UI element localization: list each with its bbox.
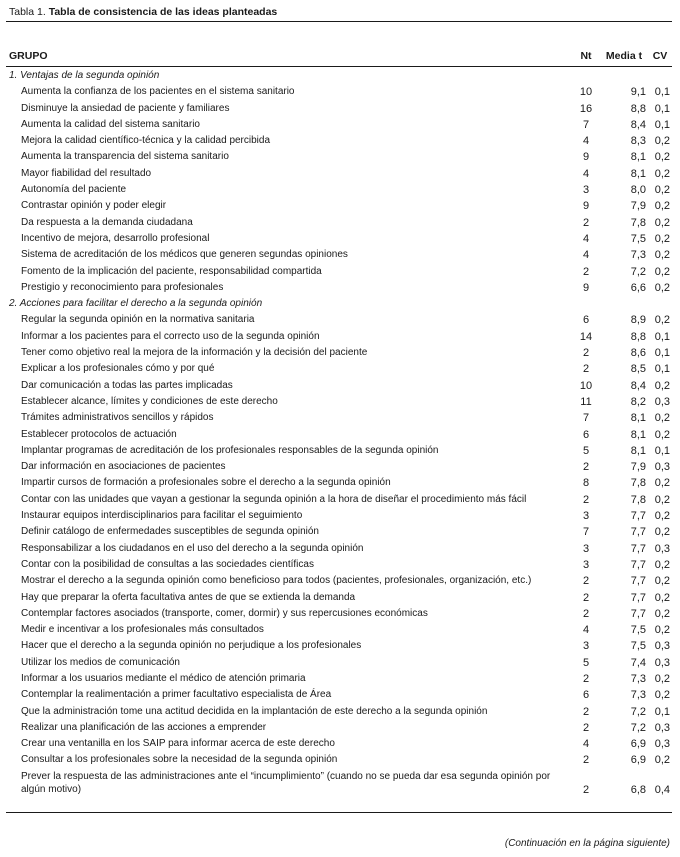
header-rule	[6, 66, 672, 67]
row-media: 7,7	[630, 510, 646, 523]
row-cv: 0,3	[654, 542, 670, 555]
row-text: Medir e incentivar a los profesionales más consultados	[21, 624, 264, 636]
row-nt: 2	[582, 721, 590, 734]
row-media: 7,3	[630, 672, 646, 685]
row-nt: 3	[582, 542, 590, 555]
table-row	[0, 198, 680, 214]
row-nt: 3	[582, 640, 590, 653]
row-text: Mejora la calidad científico-técnica y la calidad percibida	[21, 135, 271, 147]
row-nt: 2	[582, 216, 590, 229]
row-nt: 6	[582, 689, 590, 702]
row-text: Realizar una planificación de las acciones a emprender	[21, 721, 267, 733]
row-nt: 2	[582, 363, 590, 376]
row-media: 7,5	[630, 624, 646, 637]
table-row	[0, 101, 680, 117]
continuation-note: (Continuación en la página siguiente)	[504, 838, 670, 849]
table-body	[0, 68, 680, 799]
row-text: Explicar a los profesionales cómo y por qué	[21, 363, 215, 375]
row-media: 7,7	[630, 607, 646, 620]
row-text: Hay que preparar la oferta facultativa antes de que se extienda la demanda	[21, 591, 356, 603]
table-row	[0, 215, 680, 231]
row-cv: 0,4	[654, 783, 670, 796]
table-row	[0, 280, 680, 296]
row-cv: 0,1	[654, 118, 670, 131]
row-nt: 11	[580, 395, 592, 408]
row-nt: 4	[582, 232, 590, 245]
table-row	[0, 166, 680, 182]
table-row	[0, 524, 680, 540]
table-row	[0, 573, 680, 589]
row-media: 8,1	[630, 167, 646, 180]
row-media: 6,6	[630, 281, 646, 294]
row-media: 8,3	[630, 135, 646, 148]
row-text: Establecer alcance, límites y condiciones de este derecho	[21, 395, 278, 407]
row-text: Dar comunicación a todas las partes implicadas	[21, 379, 233, 391]
row-nt: 4	[582, 624, 590, 637]
row-text: Mostrar el derecho a la segunda opinión como beneficioso para todos (pacientes, profesionales, organización, etc.)	[21, 575, 532, 587]
row-cv: 0,1	[654, 347, 670, 360]
table-row	[0, 736, 680, 752]
row-cv: 0,2	[654, 151, 670, 164]
table-row	[0, 655, 680, 671]
row-text: Contemplar la realimentación a primer facultativo especialista de Área	[21, 689, 332, 701]
row-text: Definir catálogo de enfermedades susceptibles de segunda opinión	[21, 526, 319, 538]
row-nt: 2	[582, 705, 590, 718]
row-text: Trámites administrativos sencillos y rápidos	[21, 412, 214, 424]
row-nt: 4	[582, 167, 590, 180]
row-cv: 0,2	[654, 265, 670, 278]
row-media: 7,9	[630, 200, 646, 213]
row-text: Contar con la posibilidad de consultas a las sociedades científicas	[21, 558, 314, 570]
table-row	[0, 492, 680, 508]
row-cv: 0,3	[654, 721, 670, 734]
row-nt: 3	[582, 558, 590, 571]
table-row	[0, 410, 680, 426]
table-row	[0, 394, 680, 410]
row-media: 7,3	[630, 689, 646, 702]
row-cv: 0,2	[654, 591, 670, 604]
row-text: Mayor fiabilidad del resultado	[21, 167, 152, 179]
row-nt: 4	[582, 135, 590, 148]
row-media: 7,4	[630, 656, 646, 669]
table-row	[0, 638, 680, 654]
table-row	[0, 149, 680, 165]
row-nt: 10	[579, 379, 593, 392]
row-media: 7,7	[630, 542, 646, 555]
row-cv: 0,1	[654, 86, 670, 99]
row-nt: 2	[582, 265, 590, 278]
row-media: 7,7	[630, 591, 646, 604]
row-text: Dar información en asociaciones de pacientes	[21, 461, 226, 473]
caption-prefix: Tabla 1.	[9, 6, 46, 18]
row-cv: 0,2	[654, 558, 670, 571]
row-cv: 0,2	[654, 526, 670, 539]
row-text: Crear una ventanilla en los SAIP para informar acerca de este derecho	[21, 738, 335, 750]
row-cv: 0,2	[654, 624, 670, 637]
row-media: 7,5	[630, 640, 646, 653]
table-row	[0, 84, 680, 100]
row-cv: 0,3	[654, 640, 670, 653]
row-nt: 5	[582, 444, 590, 457]
row-nt: 9	[582, 200, 590, 213]
table-row	[0, 117, 680, 133]
row-text: Da respuesta a la demanda ciudadana	[21, 216, 193, 228]
row-media: 8,9	[630, 314, 646, 327]
table-row	[0, 182, 680, 198]
row-media: 6,9	[630, 738, 646, 751]
row-cv: 0,2	[654, 167, 670, 180]
row-media: 6,8	[630, 783, 646, 796]
table-row	[0, 459, 680, 475]
row-text: Impartir cursos de formación a profesionales sobre el derecho a la segunda opinión	[21, 477, 391, 489]
row-cv: 0,2	[654, 575, 670, 588]
row-text: Aumenta la transparencia del sistema sanitario	[21, 151, 229, 163]
row-nt: 2	[582, 461, 590, 474]
table-row	[0, 752, 680, 768]
row-text: Hacer que el derecho a la segunda opinión no perjudique a los profesionales	[21, 640, 362, 652]
table-row	[0, 590, 680, 606]
table-caption	[9, 6, 277, 18]
row-cv: 0,2	[654, 754, 670, 767]
row-nt: 6	[582, 314, 590, 327]
row-cv: 0,2	[654, 200, 670, 213]
caption-title: Tabla de consistencia de las ideas planteadas	[48, 6, 278, 18]
row-text: Contemplar factores asociados (transporte, comer, dormir) y sus repercusiones económicas	[21, 607, 428, 619]
row-cv: 0,3	[654, 656, 670, 669]
row-media: 7,7	[630, 558, 646, 571]
row-nt: 2	[582, 607, 590, 620]
row-media: 8,4	[630, 379, 646, 392]
row-media: 8,4	[630, 118, 646, 131]
row-nt: 7	[582, 526, 590, 539]
section-title: 2. Acciones para facilitar el derecho a la segunda opinión	[9, 298, 263, 310]
row-text: Informar a los pacientes para el correcto uso de la segunda opinión	[21, 330, 320, 342]
table-row	[0, 361, 680, 377]
row-text: Aumenta la confianza de los pacientes en el sistema sanitario	[21, 86, 295, 98]
row-nt: 2	[582, 347, 590, 360]
table-row	[0, 557, 680, 573]
row-nt: 7	[582, 118, 590, 131]
row-cv: 0,1	[654, 102, 670, 115]
row-nt: 9	[582, 281, 590, 294]
row-cv: 0,2	[654, 510, 670, 523]
row-cv: 0,2	[654, 184, 670, 197]
table-row	[0, 475, 680, 491]
row-nt: 5	[582, 656, 590, 669]
row-media: 7,5	[630, 232, 646, 245]
row-media: 8,5	[630, 363, 646, 376]
row-media: 7,8	[630, 493, 646, 506]
table-row	[0, 687, 680, 703]
row-cv: 0,2	[654, 135, 670, 148]
row-nt: 4	[582, 249, 590, 262]
row-media: 7,8	[630, 216, 646, 229]
row-media: 8,1	[630, 412, 646, 425]
row-nt: 6	[582, 428, 590, 441]
row-text: Contar con las unidades que vayan a gestionar la segunda opinión a la hora de diseñar el procedimiento más fácil	[21, 493, 527, 505]
row-cv: 0,2	[654, 689, 670, 702]
row-text: Consultar a los profesionales sobre la necesidad de la segunda opinión	[21, 754, 338, 766]
row-nt: 2	[582, 493, 590, 506]
row-media: 7,7	[630, 575, 646, 588]
row-media: 8,8	[630, 330, 646, 343]
row-text: Responsabilizar a los ciudadanos en el uso del derecho a la segunda opinión	[21, 542, 364, 554]
row-text: Implantar programas de acreditación de los profesionales responsables de la segunda opinión	[21, 444, 439, 456]
header-media: Media t	[605, 50, 643, 62]
row-cv: 0,2	[654, 412, 670, 425]
row-media: 8,0	[630, 184, 646, 197]
row-text: Establecer protocolos de actuación	[21, 428, 177, 440]
row-text: Incentivo de mejora, desarrollo profesional	[21, 232, 210, 244]
row-cv: 0,2	[654, 216, 670, 229]
row-text: Informar a los usuarios mediante el médico de atención primaria	[21, 672, 306, 684]
table-row	[0, 312, 680, 328]
row-nt: 4	[582, 738, 590, 751]
table-row	[0, 345, 680, 361]
row-media: 9,1	[630, 86, 646, 99]
row-media: 7,2	[630, 705, 646, 718]
row-cv: 0,2	[654, 607, 670, 620]
row-nt: 7	[582, 412, 590, 425]
row-text: Prestigio y reconocimiento para profesionales	[21, 281, 224, 293]
row-cv: 0,2	[654, 232, 670, 245]
table-row	[0, 704, 680, 720]
row-text: Utilizar los medios de comunicación	[21, 656, 180, 668]
row-media: 8,1	[630, 151, 646, 164]
row-cv: 0,3	[654, 395, 670, 408]
row-nt: 2	[582, 754, 590, 767]
row-media: 8,1	[630, 444, 646, 457]
table-row	[0, 508, 680, 524]
row-nt: 2	[582, 672, 590, 685]
row-media: 7,8	[630, 477, 646, 490]
row-media: 7,2	[630, 721, 646, 734]
row-text: Tener como objetivo real la mejora de la información y la decisión del paciente	[21, 347, 368, 359]
row-cv: 0,2	[654, 477, 670, 490]
row-media: 7,7	[630, 526, 646, 539]
row-media: 7,3	[630, 249, 646, 262]
row-cv: 0,3	[654, 461, 670, 474]
table-row	[0, 769, 680, 799]
row-cv: 0,2	[654, 281, 670, 294]
table-row	[0, 622, 680, 638]
row-cv: 0,2	[654, 493, 670, 506]
header-cv: CV	[652, 50, 668, 62]
row-cv: 0,1	[654, 330, 670, 343]
top-rule	[6, 21, 672, 22]
table-row	[0, 329, 680, 345]
row-media: 8,2	[630, 395, 646, 408]
row-cv: 0,2	[654, 672, 670, 685]
row-nt: 14	[579, 330, 593, 343]
table-row	[0, 247, 680, 263]
row-cv: 0,1	[654, 705, 670, 718]
table-row	[0, 606, 680, 622]
row-nt: 2	[582, 783, 590, 796]
row-nt: 2	[582, 591, 590, 604]
row-text: Aumenta la calidad del sistema sanitario	[21, 118, 200, 130]
row-nt: 3	[582, 184, 590, 197]
section-title: 1. Ventajas de la segunda opinión	[9, 70, 160, 81]
section-heading	[0, 68, 680, 84]
row-nt: 10	[579, 86, 593, 99]
row-nt: 3	[582, 510, 590, 523]
row-text: Regular la segunda opinión en la normativa sanitaria	[21, 314, 255, 326]
row-media: 7,9	[630, 461, 646, 474]
row-media: 6,9	[630, 754, 646, 767]
row-nt: 16	[579, 102, 593, 115]
table-row	[0, 443, 680, 459]
table-row	[0, 378, 680, 394]
row-text: Fomento de la implicación del paciente, responsabilidad compartida	[21, 265, 322, 277]
bottom-rule	[6, 812, 672, 813]
table-row	[0, 427, 680, 443]
row-cv: 0,2	[654, 379, 670, 392]
row-cv: 0,1	[654, 363, 670, 376]
row-text: Contrastar opinión y poder elegir	[21, 200, 167, 212]
row-text: Autonomía del paciente	[21, 184, 127, 196]
row-media: 8,8	[630, 102, 646, 115]
table-row	[0, 231, 680, 247]
row-text: Disminuye la ansiedad de paciente y familiares	[21, 102, 230, 114]
row-text: Que la administración tome una actitud decidida en la implantación de este derecho a la segunda opinión	[21, 705, 488, 717]
table-row	[0, 541, 680, 557]
table-row	[0, 720, 680, 736]
row-cv: 0,3	[654, 738, 670, 751]
row-media: 8,1	[630, 428, 646, 441]
row-nt: 2	[582, 575, 590, 588]
row-cv: 0,2	[654, 249, 670, 262]
header-grupo: GRUPO	[9, 50, 48, 62]
row-text: Instaurar equipos interdisciplinarios para facilitar el seguimiento	[21, 510, 303, 522]
table-row	[0, 133, 680, 149]
row-text: Prever la respuesta de las administraciones ante el “incumplimiento” (cuando no se pueda dar esa segunda opinión por algún motivo)	[21, 770, 551, 795]
section-heading	[0, 296, 680, 312]
row-text: Sistema de acreditación de los médicos que generen segundas opiniones	[21, 249, 348, 261]
table-row	[0, 264, 680, 280]
row-nt: 8	[582, 477, 590, 490]
row-cv: 0,2	[654, 314, 670, 327]
row-media: 8,6	[630, 347, 646, 360]
table-row	[0, 671, 680, 687]
row-cv: 0,2	[654, 428, 670, 441]
header-nt: Nt	[580, 50, 592, 62]
row-media: 7,2	[630, 265, 646, 278]
row-cv: 0,1	[654, 444, 670, 457]
row-nt: 9	[582, 151, 590, 164]
